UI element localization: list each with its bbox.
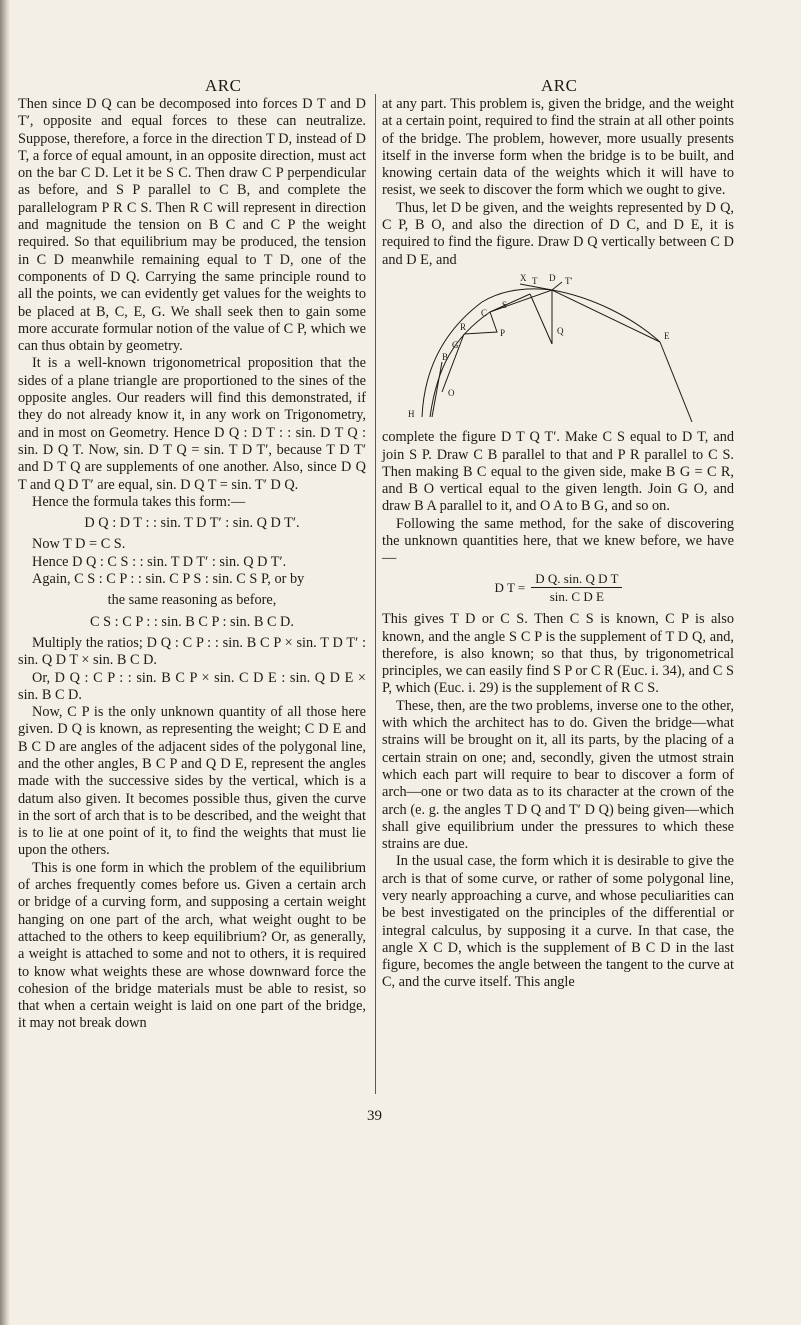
formula: Multiply the ratios; D Q : C P : : sin. B C P × sin. T D T′ : sin. Q D T × sin. B C D. [18,634,366,669]
left-column [18,96,366,1033]
label-s: S [502,299,508,310]
label-c: C [481,307,488,318]
paragraph: at any part. This problem is, given the bridge, and the weight at a certain point, required to find the strain at all other points of the bridge. The problem, however, more usually presents itself in the inverse form when the bridge is to be built, and knowing certain data of the weights which it will have to resist, we seek to discover the form which we ought to give. [382,96,734,199]
paragraph: This is one form in which the problem of the equilibrium of arches frequently comes before us. Given a certain arch or bridge of a curving form, and supposing a certain weight hanging on one part of the arch, what weight ought to be attached to the others to keep equilibrium? Or, as generally, a weight is attached to some and not to others, it is required to know what weights these are whose downward force the cohesion of the bridge materials must be able to resist, so that when a certain weight is laid on one part of the bridge, it may not break down [18,859,366,1032]
label-h: H [408,408,415,419]
page-number: 39 [367,1108,382,1124]
formula: Now T D = C S. [32,536,126,553]
paragraph: In the usual case, the form which it is desirable to give the arch is that of some curve, or rather of some polygonal line, very nearly approaching a curve, and whose peculiarities can be best investigated on the principles of the differential or integral calculus, by supposing it a curve. In that case, the angle X C D, which is the supplement of B C D in the last figure, becomes the angle between the tangent to the curve at C, and the curve itself. This angle [382,853,734,991]
label-e: E [664,330,670,341]
paragraph: Hence the formula takes this form:— [32,493,246,510]
label-r: R [460,321,467,332]
formula: Or, D Q : C P : : sin. B C P × sin. C D E : sin. Q D E × sin. B C D. [18,669,366,703]
paragraph: It is a well-known trigonometrical proposition that the sides of a plane triangle are proportioned to the sines of the opposite angles. Our readers will find this demonstrated, if they do not already know it, in any work on Trigonometry, and in most on Geometry. Hence D Q : D T : : sin. D T Q : sin. D Q T. Now, sin. D T Q = sin. T D T′, because T D T′ and D T Q are supplements of one another. Also, since D Q T and Q D T′ are equal, sin. D Q T = sin. T′ D Q. [18,355,366,493]
label-b: B [442,351,449,362]
label-t-prime: T′ [565,275,573,286]
fraction-formula [382,570,734,606]
page-edge [0,0,10,1325]
arch-force-diagram [402,272,734,427]
formula: Hence D Q : C S : : sin. T D T′ : sin. Q D T′. [32,553,287,570]
fraction-numerator: D Q. sin. Q D T [531,570,622,588]
paragraph: complete the figure D T Q T′. Make C S equal to D T, and join S P. Draw C B parallel to that and P R parallel to C S. Then making B C equal to the given side, make B G = C R, and B O vertical equal to the given length. Join G O, and draw B A parallel to it, and O A to B G, and so on. [382,429,734,515]
label-o: O [448,387,455,398]
formula: Again, C S : C P : : sin. C P S : sin. C S P, or by [32,571,305,588]
running-header-left: ARC [205,76,242,95]
formula: the same reasoning as before, [107,592,277,609]
paragraph: These, then, are the two problems, inverse one to the other, with which the architect has to do. Given the bridge—what strains will be brought on it, all its parts, by the placing of a certain strain on one; and, secondly, given the utmost strain which each part will require to bear to discover a form of arch—one or two data as to its character at the crown of the arch (e. g. the angles T D Q and T′ D Q) being given—which shall give equilibrium under the pressures to which these strains are due. [382,697,734,853]
column-divider [375,94,376,1094]
label-p: P [500,327,506,338]
label-q: Q [557,325,564,336]
label-x: X [520,272,527,283]
right-column [382,96,734,992]
paragraph: Following the same method, for the sake of discovering the unknown quantities here, that we knew before, we have— [382,515,734,567]
paragraph: Then since D Q can be decomposed into forces D T and D T′, opposite and equal forces to these can neutralize. Suppose, therefore, a force in the direction T D, instead of D T, a force of equal amount, in an opposite direction, must act on the bar C D. Let it be S C. Then draw C P perpendicular as before, and S P parallel to C B, and complete the parallelogram P R C S. Then R C will represent in direction and magnitude the tension on B C and C P the weight required. So that equilibrium may be produced, the tension in C D meanwhile remaining equal to T D, one of the components of D Q. Carrying the same principle round to all the points, we can evidently get values for the weights to be placed at B, C, E, G. We shall seek then to gain some more accurate formular notion of the value of C P, which we can thus obtain by geometry. [18,96,366,355]
label-g: G [452,339,459,350]
paragraph: Now, C P is the only unknown quantity of all those here given. D Q is known, as representing the weight; C D E and B C D are angles of the adjacent sides of the polygonal line, and the other angles, B C P and Q D E, represent the angles made with the successive sides by the vertical, which is a datum also given. It becomes possible thus, given the curve in the sort of arch that is to be described, and the weight that is to lie at one point of it, to find the weights that must lie upon the others. [18,704,366,859]
fraction-lhs: D T = [494,579,526,595]
label-t: T [532,275,538,286]
label-d: D [549,272,556,283]
running-header-right: ARC [541,76,578,95]
paragraph: This gives T D or C S. Then C S is known, C P is also known, and the angle S C P is the supplement of T D Q, and, therefore, is also known; so that thus, by trigonometrical principles, we can easily find S P or C R (Euc. i. 34), and C S P, which (Euc. i. 29) is the supplement of R C S. [382,611,734,697]
formula: C S : C P : : sin. B C P : sin. B C D. [90,613,294,630]
formula: D Q : D T : : sin. T D T′ : sin. Q D T′. [84,515,300,532]
fraction-denominator: sin. C D E [549,588,604,604]
paragraph: Thus, let D be given, and the weights represented by D Q, C P, B O, and also the direction of D C, and D E, it is required to find the figure. Draw D Q vertically between C D and D E, and [382,199,734,268]
